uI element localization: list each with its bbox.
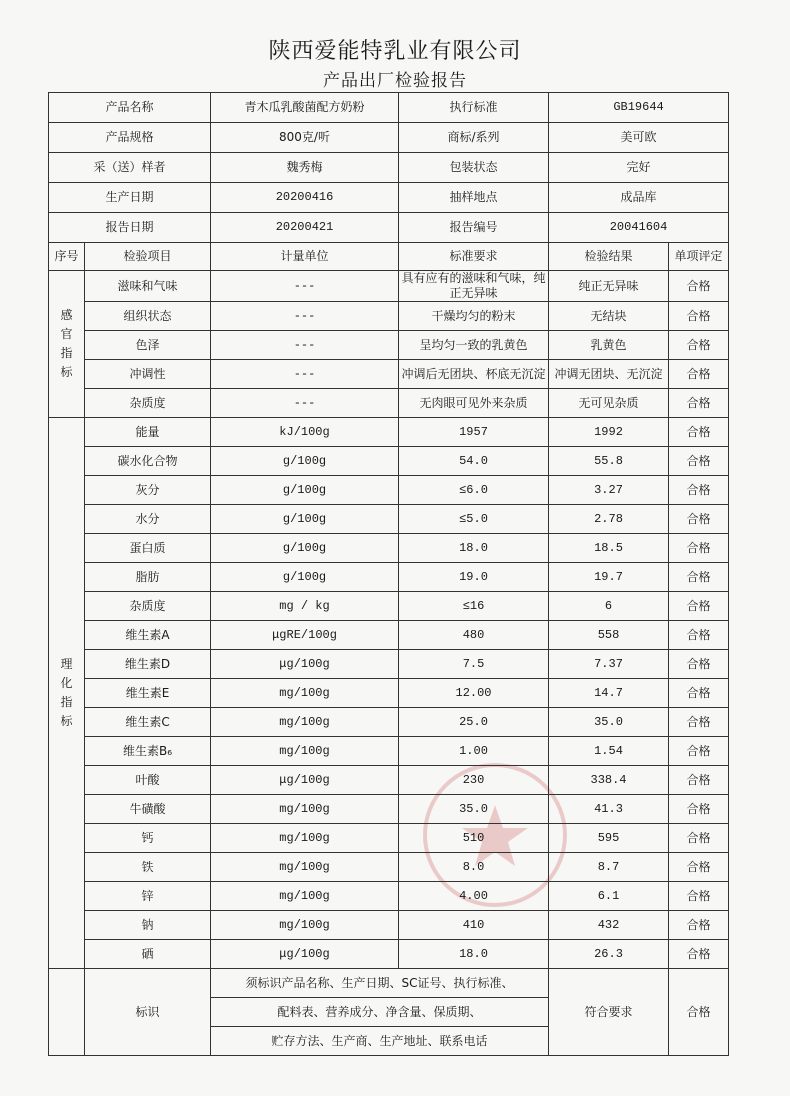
info-row [49, 153, 729, 183]
table-row [49, 824, 729, 853]
unit-cell: g/100g [211, 505, 399, 534]
group-label-char: 官 [60, 327, 73, 341]
unit-cell: --- [211, 331, 399, 360]
labeling-requirement: 贮存方法、生产商、生产地址、联系电话 [211, 1027, 549, 1056]
info-value: 20200416 [211, 183, 399, 213]
result-cell: 432 [549, 911, 669, 940]
unit-cell: mg/100g [211, 911, 399, 940]
info-row [49, 123, 729, 153]
result-cell: 55.8 [549, 447, 669, 476]
item-name: 钠 [85, 911, 211, 940]
table-header-row [49, 243, 729, 271]
result-cell: 2.78 [549, 505, 669, 534]
info-value: 20200421 [211, 213, 399, 243]
standard-cell: 35.0 [399, 795, 549, 824]
standard-cell: 1.00 [399, 737, 549, 766]
group-label-char: 指 [60, 346, 73, 360]
unit-cell: kJ/100g [211, 418, 399, 447]
table-row [49, 534, 729, 563]
standard-cell: 1957 [399, 418, 549, 447]
unit-cell: g/100g [211, 563, 399, 592]
standard-cell: 19.0 [399, 563, 549, 592]
group-label [49, 271, 85, 418]
standard-cell: ≤6.0 [399, 476, 549, 505]
standard-cell: 具有应有的滋味和气味，纯正无异味 [399, 271, 549, 302]
item-name: 冲调性 [85, 360, 211, 389]
info-label: 报告编号 [399, 213, 549, 243]
standard-cell: 18.0 [399, 534, 549, 563]
table-row [49, 418, 729, 447]
item-name: 色泽 [85, 331, 211, 360]
group-label [49, 418, 85, 969]
verdict-cell: 合格 [669, 766, 729, 795]
item-name: 锌 [85, 882, 211, 911]
info-value: 20041604 [549, 213, 729, 243]
inspection-table [48, 92, 729, 1056]
item-name: 维生素D [85, 650, 211, 679]
item-name: 脂肪 [85, 563, 211, 592]
item-name: 组织状态 [85, 302, 211, 331]
result-cell: 18.5 [549, 534, 669, 563]
result-cell: 8.7 [549, 853, 669, 882]
verdict-cell: 合格 [669, 737, 729, 766]
item-name: 钙 [85, 824, 211, 853]
report-title: 产品出厂检验报告 [323, 71, 467, 91]
info-value: 成品库 [549, 183, 729, 213]
unit-cell: μg/100g [211, 940, 399, 969]
result-cell: 6 [549, 592, 669, 621]
info-label: 抽样地点 [399, 183, 549, 213]
unit-cell: μg/100g [211, 650, 399, 679]
table-row [49, 271, 729, 302]
info-row [49, 93, 729, 123]
verdict-cell: 合格 [669, 824, 729, 853]
verdict-cell: 合格 [669, 853, 729, 882]
verdict-cell: 合格 [669, 389, 729, 418]
item-name: 杂质度 [85, 389, 211, 418]
header-verdict: 单项评定 [669, 243, 729, 271]
result-cell: 14.7 [549, 679, 669, 708]
result-cell: 595 [549, 824, 669, 853]
unit-cell: g/100g [211, 476, 399, 505]
standard-cell: 230 [399, 766, 549, 795]
unit-cell: mg/100g [211, 795, 399, 824]
header-result: 检验结果 [549, 243, 669, 271]
verdict-cell: 合格 [669, 476, 729, 505]
result-cell: 6.1 [549, 882, 669, 911]
standard-cell: 12.00 [399, 679, 549, 708]
group-label-char: 理 [60, 657, 73, 671]
unit-cell: g/100g [211, 534, 399, 563]
result-cell: 冲调无团块、无沉淀 [549, 360, 669, 389]
result-cell: 1.54 [549, 737, 669, 766]
labeling-requirement: 须标识产品名称、生产日期、SC证号、执行标准、 [211, 969, 549, 998]
result-cell: 无可见杂质 [549, 389, 669, 418]
info-label: 商标/系列 [399, 123, 549, 153]
table-row [49, 737, 729, 766]
standard-cell: 54.0 [399, 447, 549, 476]
result-cell: 7.37 [549, 650, 669, 679]
info-label: 采（送）样者 [49, 153, 211, 183]
table-row [49, 360, 729, 389]
result-cell: 26.3 [549, 940, 669, 969]
result-cell: 符合要求 [549, 969, 669, 1056]
table-row [49, 621, 729, 650]
company-name: 陕西爱能特乳业有限公司 [268, 39, 522, 64]
labeling-requirement: 配料表、营养成分、净含量、保质期、 [211, 998, 549, 1027]
unit-cell: g/100g [211, 447, 399, 476]
labeling-row [49, 969, 729, 998]
info-row [49, 183, 729, 213]
standard-cell: 18.0 [399, 940, 549, 969]
item-name: 能量 [85, 418, 211, 447]
item-name: 叶酸 [85, 766, 211, 795]
result-cell: 558 [549, 621, 669, 650]
seq-cell [49, 969, 85, 1056]
result-cell: 1992 [549, 418, 669, 447]
verdict-cell: 合格 [669, 360, 729, 389]
unit-cell: mg/100g [211, 882, 399, 911]
result-cell: 338.4 [549, 766, 669, 795]
header-seq: 序号 [49, 243, 85, 271]
table-row [49, 679, 729, 708]
standard-cell: 4.00 [399, 882, 549, 911]
standard-cell: ≤16 [399, 592, 549, 621]
verdict-cell: 合格 [669, 708, 729, 737]
info-value: 魏秀梅 [211, 153, 399, 183]
standard-cell: ≤5.0 [399, 505, 549, 534]
item-name: 硒 [85, 940, 211, 969]
group-label-char: 感 [60, 308, 73, 322]
standard-cell: 干燥均匀的粉末 [399, 302, 549, 331]
info-value: 美可欧 [549, 123, 729, 153]
table-row [49, 766, 729, 795]
table-row [49, 331, 729, 360]
result-cell: 纯正无异味 [549, 271, 669, 302]
table-row [49, 447, 729, 476]
verdict-cell: 合格 [669, 621, 729, 650]
verdict-cell: 合格 [669, 447, 729, 476]
unit-cell: mg/100g [211, 679, 399, 708]
verdict-cell: 合格 [669, 911, 729, 940]
table-row [49, 853, 729, 882]
result-cell: 41.3 [549, 795, 669, 824]
verdict-cell: 合格 [669, 882, 729, 911]
verdict-cell: 合格 [669, 302, 729, 331]
standard-cell: 510 [399, 824, 549, 853]
unit-cell: --- [211, 271, 399, 302]
info-value: 800克/听 [211, 123, 399, 153]
verdict-cell: 合格 [669, 969, 729, 1056]
result-cell: 无结块 [549, 302, 669, 331]
header-standard: 标准要求 [399, 243, 549, 271]
verdict-cell: 合格 [669, 795, 729, 824]
table-row [49, 302, 729, 331]
info-value: GB19644 [549, 93, 729, 123]
table-row [49, 476, 729, 505]
unit-cell: --- [211, 389, 399, 418]
group-label-char: 指 [60, 695, 73, 709]
table-row [49, 911, 729, 940]
item-name: 铁 [85, 853, 211, 882]
result-cell: 乳黄色 [549, 331, 669, 360]
verdict-cell: 合格 [669, 650, 729, 679]
verdict-cell: 合格 [669, 592, 729, 621]
item-name: 灰分 [85, 476, 211, 505]
standard-cell: 25.0 [399, 708, 549, 737]
info-value: 完好 [549, 153, 729, 183]
standard-cell: 呈均匀一致的乳黄色 [399, 331, 549, 360]
item-name: 维生素C [85, 708, 211, 737]
unit-cell: --- [211, 302, 399, 331]
group-label-char: 标 [60, 714, 73, 728]
item-name: 碳水化合物 [85, 447, 211, 476]
unit-cell: mg/100g [211, 737, 399, 766]
standard-cell: 8.0 [399, 853, 549, 882]
unit-cell: mg/100g [211, 708, 399, 737]
info-label: 生产日期 [49, 183, 211, 213]
info-label: 包装状态 [399, 153, 549, 183]
standard-cell: 410 [399, 911, 549, 940]
item-name: 标识 [85, 969, 211, 1056]
verdict-cell: 合格 [669, 271, 729, 302]
table-row [49, 592, 729, 621]
item-name: 维生素B₆ [85, 737, 211, 766]
unit-cell: mg / kg [211, 592, 399, 621]
standard-cell: 480 [399, 621, 549, 650]
verdict-cell: 合格 [669, 331, 729, 360]
info-label: 产品名称 [49, 93, 211, 123]
table-row [49, 563, 729, 592]
table-row [49, 708, 729, 737]
item-name: 滋味和气味 [85, 271, 211, 302]
item-name: 维生素E [85, 679, 211, 708]
info-label: 报告日期 [49, 213, 211, 243]
verdict-cell: 合格 [669, 679, 729, 708]
table-row [49, 505, 729, 534]
item-name: 牛磺酸 [85, 795, 211, 824]
verdict-cell: 合格 [669, 418, 729, 447]
item-name: 杂质度 [85, 592, 211, 621]
result-cell: 19.7 [549, 563, 669, 592]
result-cell: 3.27 [549, 476, 669, 505]
table-row [49, 650, 729, 679]
item-name: 水分 [85, 505, 211, 534]
verdict-cell: 合格 [669, 940, 729, 969]
unit-cell: mg/100g [211, 824, 399, 853]
unit-cell: μgRE/100g [211, 621, 399, 650]
info-row [49, 213, 729, 243]
standard-cell: 冲调后无团块、杯底无沉淀 [399, 360, 549, 389]
result-cell: 35.0 [549, 708, 669, 737]
verdict-cell: 合格 [669, 534, 729, 563]
unit-cell: μg/100g [211, 766, 399, 795]
standard-cell: 7.5 [399, 650, 549, 679]
verdict-cell: 合格 [669, 505, 729, 534]
standard-cell: 无肉眼可见外来杂质 [399, 389, 549, 418]
info-label: 执行标准 [399, 93, 549, 123]
group-label-char: 标 [60, 365, 73, 379]
item-name: 蛋白质 [85, 534, 211, 563]
info-label: 产品规格 [49, 123, 211, 153]
group-label-char: 化 [60, 676, 73, 690]
item-name: 维生素A [85, 621, 211, 650]
table-row [49, 882, 729, 911]
unit-cell: --- [211, 360, 399, 389]
unit-cell: mg/100g [211, 853, 399, 882]
header-unit: 计量单位 [211, 243, 399, 271]
table-row [49, 940, 729, 969]
table-row [49, 795, 729, 824]
table-row [49, 389, 729, 418]
header-item: 检验项目 [85, 243, 211, 271]
info-value: 青木瓜乳酸菌配方奶粉 [211, 93, 399, 123]
verdict-cell: 合格 [669, 563, 729, 592]
